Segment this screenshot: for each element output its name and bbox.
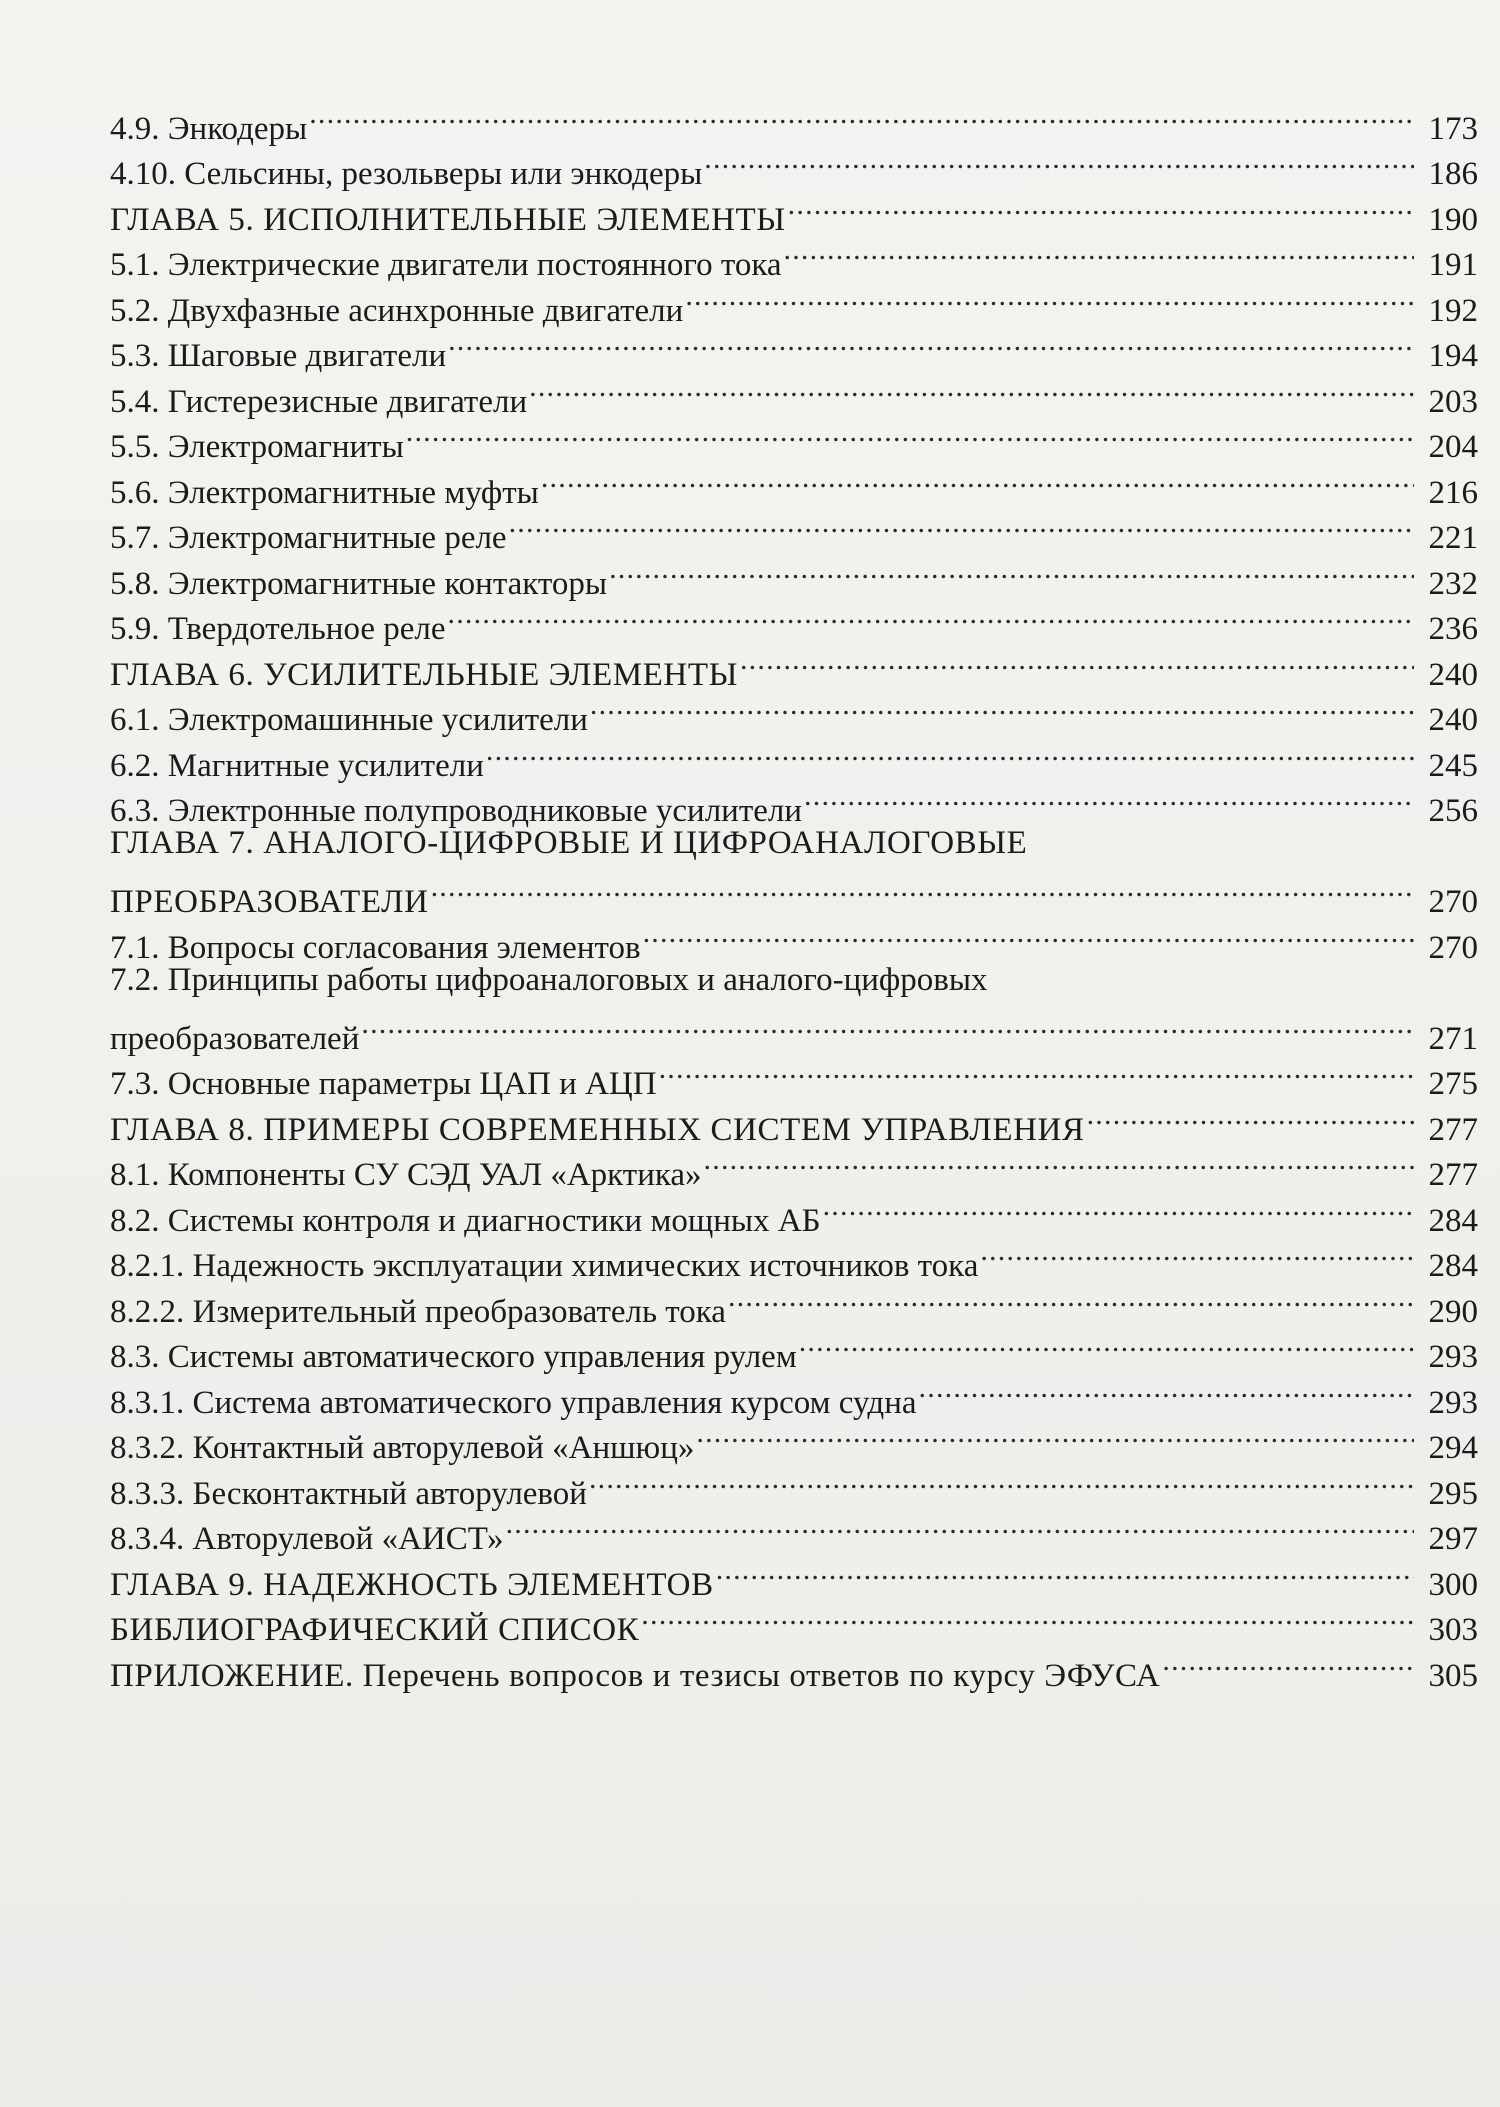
toc-entry-page-number: 270 bbox=[1428, 884, 1478, 920]
dot-leader bbox=[799, 1322, 1414, 1368]
toc-entry-page-number: 240 bbox=[1428, 656, 1478, 693]
toc-entry-page-number: 192 bbox=[1428, 292, 1478, 329]
toc-entry-title: 8.1. Компоненты СУ СЭД УАЛ «Арктика» bbox=[110, 1157, 702, 1193]
toc-chapter-entry bbox=[110, 867, 1478, 920]
dot-leader bbox=[431, 867, 1414, 913]
toc-entry-title: 5.3. Шаговые двигатели bbox=[110, 338, 447, 374]
toc-entry-title: ГЛАВА 9. НАДЕЖНОСТЬ ЭЛЕМЕНТОВ bbox=[110, 1566, 714, 1603]
toc-entry-title: 5.4. Гистерезисные двигатели bbox=[110, 383, 528, 420]
table-of-contents bbox=[110, 93, 1478, 1694]
dot-leader bbox=[728, 1276, 1414, 1322]
dot-leader bbox=[643, 912, 1414, 958]
toc-entry-page-number: 204 bbox=[1428, 429, 1478, 465]
dot-leader bbox=[1087, 1094, 1414, 1140]
toc-entry-title: 8.3.2. Контактный авторулевой «Аншюц» bbox=[110, 1430, 695, 1466]
toc-entry-page-number: 203 bbox=[1428, 383, 1478, 420]
dot-leader bbox=[589, 1458, 1414, 1504]
toc-entry-page-number: 221 bbox=[1428, 520, 1478, 556]
dot-leader bbox=[716, 1549, 1414, 1595]
toc-entry-title: ПРИЛОЖЕНИЕ. Перечень вопросов и тезисы ответов по курсу ЭФУСА bbox=[110, 1657, 1161, 1694]
dot-leader bbox=[980, 1231, 1414, 1277]
toc-entry-page-number: 232 bbox=[1428, 565, 1478, 602]
toc-entry-title: 8.3.1. Система автоматического управления курсом судна bbox=[110, 1384, 917, 1421]
dot-leader bbox=[804, 776, 1414, 822]
toc-entry-title: ГЛАВА 8. ПРИМЕРЫ СОВРЕМЕННЫХ СИСТЕМ УПРАВЛЕНИЯ bbox=[110, 1111, 1085, 1148]
dot-leader bbox=[448, 594, 1414, 640]
dot-leader bbox=[704, 1140, 1414, 1186]
dot-leader bbox=[704, 139, 1414, 185]
toc-entry-page-number: 271 bbox=[1428, 1020, 1478, 1057]
toc-chapter-entry bbox=[110, 821, 1478, 867]
toc-section-entry bbox=[110, 139, 1478, 192]
toc-entry-title: 8.3. Системы автоматического управления рулем bbox=[110, 1339, 797, 1375]
toc-entry-page-number: 270 bbox=[1428, 929, 1478, 966]
dot-leader bbox=[696, 1413, 1414, 1459]
dot-leader bbox=[1162, 1640, 1414, 1686]
toc-entry-page-number: 216 bbox=[1428, 474, 1478, 511]
toc-entry-page-number: 294 bbox=[1428, 1430, 1478, 1466]
dot-leader bbox=[406, 412, 1414, 458]
dot-leader bbox=[740, 639, 1414, 685]
dot-leader bbox=[784, 230, 1414, 276]
toc-entry-title: 8.2.2. Измерительный преобразователь тока bbox=[110, 1293, 726, 1330]
dot-leader bbox=[309, 93, 1414, 139]
toc-entry-page-number: 194 bbox=[1428, 338, 1478, 374]
toc-entry-title: 5.9. Твердотельное реле bbox=[110, 611, 446, 647]
toc-entry-page-number: 256 bbox=[1428, 793, 1478, 829]
toc-section-entry bbox=[110, 1003, 1478, 1057]
toc-entry-title: ПРЕОБРАЗОВАТЕЛИ bbox=[110, 884, 429, 920]
toc-entry-title: 5.1. Электрические двигатели постоянного тока bbox=[110, 247, 782, 283]
toc-entry-title: 8.3.4. Авторулевой «АИСТ» bbox=[110, 1521, 504, 1557]
toc-entry-page-number: 236 bbox=[1428, 611, 1478, 647]
toc-entry-title: 6.1. Электромашинные усилители bbox=[110, 702, 588, 738]
toc-entry-title: ГЛАВА 7. АНАЛОГО-ЦИФРОВЫЕ И ЦИФРОАНАЛОГОВЫЕ bbox=[110, 825, 1028, 861]
toc-entry-title: 7.2. Принципы работы цифроаналоговых и аналого-цифровых bbox=[110, 961, 988, 998]
toc-entry-page-number: 277 bbox=[1428, 1111, 1478, 1148]
toc-entry-page-number: 275 bbox=[1428, 1066, 1478, 1102]
dot-leader bbox=[486, 730, 1414, 776]
toc-entry-title: 5.5. Электромагниты bbox=[110, 429, 404, 465]
toc-entry-title: преобразователей bbox=[110, 1020, 360, 1057]
toc-entry-page-number: 186 bbox=[1428, 156, 1478, 192]
dot-leader bbox=[529, 366, 1414, 412]
toc-entry-page-number: 297 bbox=[1428, 1521, 1478, 1557]
toc-entry-page-number: 191 bbox=[1428, 247, 1478, 283]
toc-section-entry bbox=[110, 958, 1478, 1004]
toc-entry-title: 5.2. Двухфазные асинхронные двигатели bbox=[110, 292, 684, 329]
toc-entry-title: БИБЛИОГРАФИЧЕСКИЙ СПИСОК bbox=[110, 1612, 640, 1648]
dot-leader bbox=[823, 1185, 1414, 1231]
toc-entry-page-number: 305 bbox=[1428, 1657, 1478, 1694]
dot-leader bbox=[641, 1595, 1414, 1641]
toc-entry-title: 6.3. Электронные полупроводниковые усилители bbox=[110, 793, 803, 829]
toc-section-entry bbox=[110, 93, 1478, 147]
toc-entry-title: 4.10. Сельсины, резольверы или энкодеры bbox=[110, 156, 703, 192]
dot-leader bbox=[541, 457, 1414, 503]
toc-entry-page-number: 284 bbox=[1428, 1202, 1478, 1239]
toc-entry-title: 5.7. Электромагнитные реле bbox=[110, 520, 507, 556]
dot-leader bbox=[509, 503, 1414, 549]
toc-entry-title: 7.3. Основные параметры ЦАП и АЦП bbox=[110, 1066, 657, 1102]
toc-entry-title: ГЛАВА 5. ИСПОЛНИТЕЛЬНЫЕ ЭЛЕМЕНТЫ bbox=[110, 201, 786, 238]
toc-entry-title: 8.2. Системы контроля и диагностики мощных АБ bbox=[110, 1202, 821, 1239]
toc-entry-page-number: 303 bbox=[1428, 1612, 1478, 1648]
toc-entry-page-number: 295 bbox=[1428, 1475, 1478, 1512]
toc-entry-page-number: 300 bbox=[1428, 1566, 1478, 1603]
toc-entry-page-number: 290 bbox=[1428, 1293, 1478, 1330]
toc-entry-title: 7.1. Вопросы согласования элементов bbox=[110, 929, 641, 966]
toc-entry-title: 6.2. Магнитные усилители bbox=[110, 747, 484, 784]
toc-entry-title: 4.9. Энкодеры bbox=[110, 110, 308, 147]
toc-entry-page-number: 277 bbox=[1428, 1157, 1478, 1193]
dot-leader bbox=[609, 548, 1414, 594]
dot-leader bbox=[685, 275, 1414, 321]
dot-leader bbox=[659, 1049, 1414, 1095]
toc-entry-page-number: 293 bbox=[1428, 1339, 1478, 1375]
dot-leader bbox=[506, 1504, 1414, 1550]
toc-entry-title: 8.3.3. Бесконтактный авторулевой bbox=[110, 1475, 587, 1512]
dot-leader bbox=[590, 685, 1414, 731]
dot-leader bbox=[919, 1367, 1414, 1413]
toc-entry-page-number: 293 bbox=[1428, 1384, 1478, 1421]
toc-entry-page-number: 245 bbox=[1428, 747, 1478, 784]
toc-entry-title: 5.6. Электромагнитные муфты bbox=[110, 474, 539, 511]
toc-entry-page-number: 240 bbox=[1428, 702, 1478, 738]
toc-entry-title: 8.2.1. Надежность эксплуатации химических источников тока bbox=[110, 1248, 979, 1284]
dot-leader bbox=[448, 321, 1414, 367]
toc-entry-title: ГЛАВА 6. УСИЛИТЕЛЬНЫЕ ЭЛЕМЕНТЫ bbox=[110, 656, 738, 693]
dot-leader bbox=[361, 1003, 1414, 1049]
toc-entry-title: 5.8. Электромагнитные контакторы bbox=[110, 565, 608, 602]
dot-leader bbox=[788, 184, 1414, 230]
toc-entry-page-number: 284 bbox=[1428, 1248, 1478, 1284]
toc-entry-page-number: 173 bbox=[1428, 110, 1478, 147]
toc-entry-page-number: 190 bbox=[1428, 201, 1478, 238]
